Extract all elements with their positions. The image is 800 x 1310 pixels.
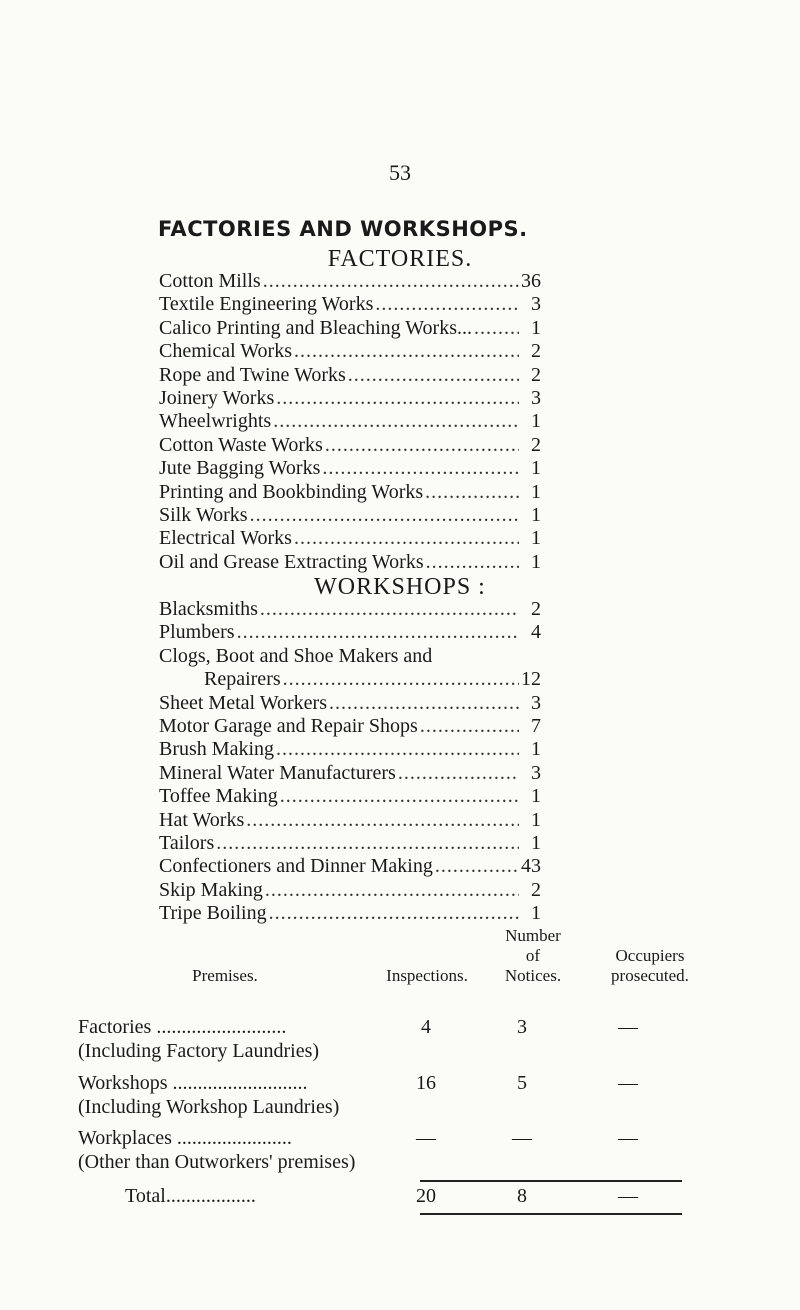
header-occupiers-line2: prosecuted. <box>611 966 689 985</box>
premises-dots: .......................... <box>151 1016 287 1038</box>
workshop-leader-dots <box>433 855 519 878</box>
factory-leader-dots <box>424 551 519 574</box>
factory-count: 2 <box>531 340 541 363</box>
table-cell-inspections: 4 <box>421 1016 431 1038</box>
workshop-leader-dots <box>278 785 519 808</box>
premises-label: Factories <box>78 1016 152 1038</box>
total-label-text: Total <box>125 1185 166 1207</box>
workshop-count: 7 <box>531 714 541 737</box>
workshop-leader-dots <box>274 738 519 761</box>
workshop-leader-dots <box>396 762 519 785</box>
header-notices <box>488 926 578 986</box>
factory-label: Rope and Twine Works <box>159 363 346 386</box>
workshop-label: Clogs, Boot and Shoe Makers and <box>159 644 433 667</box>
workshop-row <box>159 738 541 761</box>
table-cell-prosecuted: — <box>618 1016 638 1038</box>
factory-row <box>159 317 541 340</box>
factory-count: 36 <box>521 270 541 292</box>
table-row-premises <box>78 1072 308 1095</box>
factory-leader-dots <box>274 387 519 410</box>
factory-count: 1 <box>531 480 541 503</box>
workshop-count: 12 <box>521 668 541 691</box>
workshop-label: Sheet Metal Workers <box>159 691 327 714</box>
workshop-count: 2 <box>531 878 541 901</box>
workshop-row <box>159 785 541 808</box>
workshop-row <box>159 692 541 715</box>
workshop-leader-dots <box>235 621 519 644</box>
factory-leader-dots <box>292 340 519 363</box>
workshop-count: 1 <box>531 738 541 761</box>
workshop-label: Hat Works <box>159 808 245 831</box>
premises-dots: ........................... <box>167 1072 308 1094</box>
factory-count: 1 <box>531 503 541 526</box>
workshop-leader-dots <box>281 668 519 691</box>
page-number: 53 <box>389 160 411 185</box>
factory-leader-dots <box>373 293 519 316</box>
factory-label: Cotton Waste Works <box>159 433 323 456</box>
premises-label: Workshops <box>78 1072 168 1094</box>
workshop-leader-dots <box>418 715 519 738</box>
premises-note: (Including Workshop Laundries) <box>78 1096 340 1118</box>
workshop-count: 1 <box>531 902 541 925</box>
factory-row <box>159 270 541 293</box>
table-cell-inspections: — <box>416 1127 436 1149</box>
table-row-premises <box>78 1127 292 1150</box>
workshops-heading: WORKSHOPS : <box>314 574 486 600</box>
workshop-label: Tailors <box>159 831 215 854</box>
factory-leader-dots <box>472 317 519 340</box>
factory-label: Cotton Mills <box>159 270 261 292</box>
factory-row <box>159 457 541 480</box>
table-row-premises <box>78 1016 286 1039</box>
total-notices: 8 <box>517 1185 527 1207</box>
factory-label: Chemical Works <box>159 340 292 363</box>
header-premises: Premises. <box>192 966 258 985</box>
premises-dots: ....................... <box>171 1127 292 1149</box>
workshop-label: Mineral Water Manufacturers <box>159 761 396 784</box>
workshop-row <box>159 832 541 855</box>
factory-leader-dots <box>346 364 519 387</box>
workshop-row <box>159 902 541 925</box>
premises-label: Workplaces <box>78 1127 172 1149</box>
factory-leader-dots <box>323 434 519 457</box>
workshop-label: Blacksmiths <box>159 598 258 620</box>
factory-row <box>159 481 541 504</box>
factory-count: 3 <box>531 293 541 316</box>
workshop-row <box>159 668 541 691</box>
factory-leader-dots <box>292 527 519 550</box>
header-occupiers-line1: Occupiers <box>615 946 685 965</box>
factory-label: Electrical Works <box>159 527 292 550</box>
factory-row <box>159 387 541 410</box>
table-cell-inspections: 16 <box>416 1072 436 1094</box>
workshop-count: 1 <box>531 785 541 808</box>
workshop-leader-dots <box>244 809 519 832</box>
factory-leader-dots <box>248 504 519 527</box>
workshop-leader-dots <box>258 598 519 621</box>
factory-row <box>159 527 541 550</box>
workshop-label: Confectioners and Dinner Making <box>159 855 433 878</box>
factory-count: 1 <box>531 316 541 339</box>
factory-label: Oil and Grease Extracting Works <box>159 550 424 573</box>
workshop-count: 2 <box>531 598 541 620</box>
factory-label: Jute Bagging Works <box>159 457 321 480</box>
workshop-count: 4 <box>531 621 541 644</box>
header-occupiers <box>590 946 710 986</box>
workshop-row <box>159 762 541 785</box>
factory-count: 1 <box>531 457 541 480</box>
workshop-label: Brush Making <box>159 738 274 761</box>
workshop-count: 1 <box>531 808 541 831</box>
factory-count: 1 <box>531 410 541 433</box>
factory-row <box>159 340 541 363</box>
factories-list <box>159 270 541 574</box>
factory-count: 2 <box>531 433 541 456</box>
factory-leader-dots <box>320 457 519 480</box>
table-cell-notices: — <box>512 1127 532 1149</box>
workshops-list <box>159 598 541 925</box>
workshop-label: Motor Garage and Repair Shops <box>159 714 418 737</box>
total-underline <box>420 1213 682 1215</box>
total-inspections: 20 <box>416 1185 436 1207</box>
header-inspections: Inspections. <box>386 966 468 985</box>
table-cell-prosecuted: — <box>618 1127 638 1149</box>
total-dots: .................. <box>165 1185 256 1207</box>
factory-row <box>159 410 541 433</box>
total-label <box>125 1185 256 1208</box>
workshop-row <box>159 598 541 621</box>
header-notices-line3: Notices. <box>504 966 562 985</box>
factory-count: 3 <box>531 386 541 409</box>
workshop-leader-dots <box>214 832 519 855</box>
workshop-count: 3 <box>531 691 541 714</box>
workshop-row <box>159 879 541 902</box>
factory-label: Printing and Bookbinding Works <box>159 480 424 503</box>
factory-count: 1 <box>531 527 541 550</box>
factory-count: 2 <box>531 363 541 386</box>
factory-row <box>159 434 541 457</box>
workshop-row <box>159 715 541 738</box>
main-heading: FACTORIES AND WORKSHOPS. <box>158 217 528 241</box>
total-rule <box>420 1180 682 1182</box>
factory-label: Joinery Works <box>159 386 275 409</box>
workshop-count: 1 <box>531 831 541 854</box>
factory-count: 1 <box>531 550 541 573</box>
factory-row <box>159 364 541 387</box>
workshop-count: 43 <box>521 855 541 878</box>
table-cell-notices: 5 <box>517 1072 527 1094</box>
workshop-label: Toffee Making <box>159 785 278 808</box>
workshop-row <box>159 645 541 668</box>
workshop-leader-dots <box>267 902 519 925</box>
workshop-leader-dots <box>327 692 519 715</box>
workshop-label: Tripe Boiling <box>159 902 267 925</box>
premises-note: (Other than Outworkers' premises) <box>78 1151 356 1173</box>
factory-leader-dots <box>271 410 519 433</box>
factory-label: Wheelwrights <box>159 410 272 433</box>
table-cell-prosecuted: — <box>618 1072 638 1094</box>
factory-row <box>159 504 541 527</box>
workshop-count: 3 <box>531 761 541 784</box>
table-cell-notices: 3 <box>517 1016 527 1038</box>
factory-leader-dots <box>261 270 519 293</box>
workshop-label: Skip Making <box>159 878 263 901</box>
total-prosecuted: — <box>618 1185 638 1207</box>
workshop-label: Plumbers <box>159 621 235 644</box>
premises-note: (Including Factory Laundries) <box>78 1040 320 1062</box>
workshop-row <box>159 855 541 878</box>
workshop-label: Repairers <box>204 668 281 691</box>
factory-label: Textile Engineering Works <box>159 293 374 316</box>
workshop-row <box>159 621 541 644</box>
workshop-row <box>159 809 541 832</box>
header-notices-line2: of <box>525 946 541 965</box>
factories-heading: FACTORIES. <box>327 246 473 272</box>
factory-label: Calico Printing and Bleaching Works... <box>159 316 472 339</box>
factory-label: Silk Works <box>159 503 248 526</box>
workshop-leader-dots <box>263 879 519 902</box>
factory-row <box>159 293 541 316</box>
header-notices-line1: Number <box>505 926 561 945</box>
factory-leader-dots <box>423 481 519 504</box>
factory-row <box>159 551 541 574</box>
